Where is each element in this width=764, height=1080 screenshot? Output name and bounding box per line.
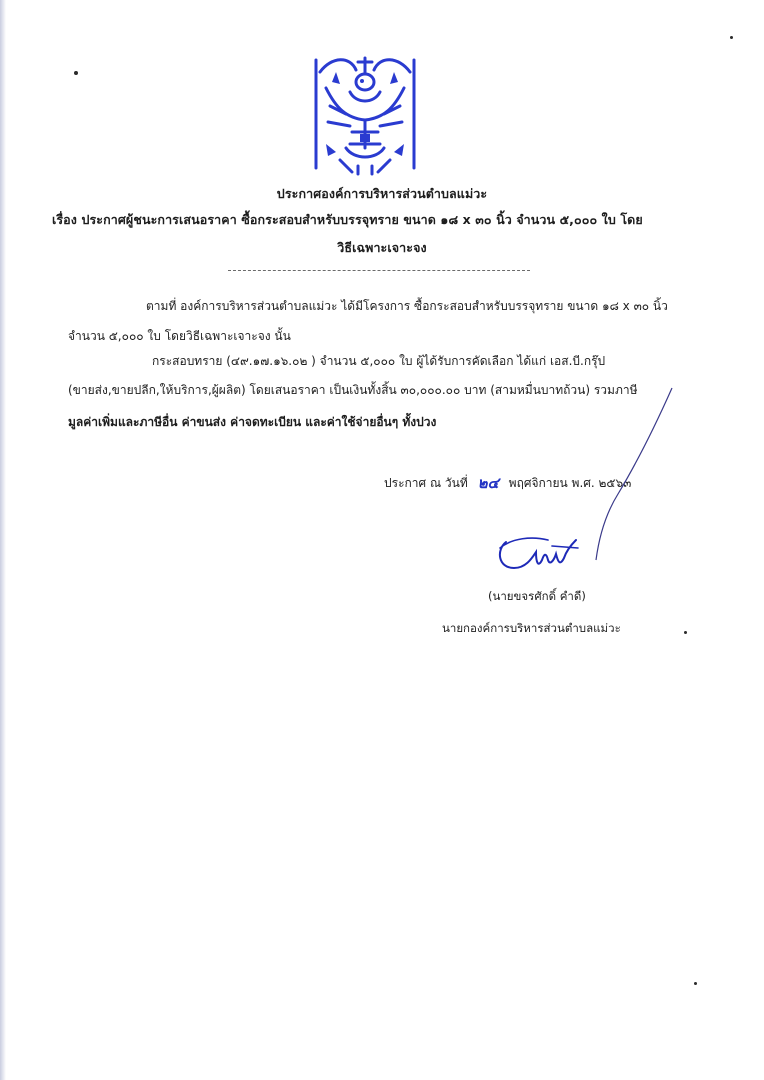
scan-speck [684,631,687,634]
scan-speck [730,36,733,39]
date-suffix: พฤศจิกายน พ.ศ. ๒๕๖๓ [508,476,632,490]
subject-line-2: วิธีเฉพาะเจาะจง [337,240,427,255]
date-prefix: ประกาศ ณ วันที่ [384,476,468,490]
document-header: ประกาศองค์การบริหารส่วนตำบลแม่วะ [276,186,488,201]
paragraph-2-line-1: กระสอบทราย (๔๙.๑๗.๑๖.๐๒ ) จำนวน ๕,๐๐๐ ใบ ผู้ได้รับการคัดเลือก ได้แก่ เอส.บี.กรุ๊ป [152,354,606,368]
paragraph-1-line-1: ตามที่ องค์การบริหารส่วนตำบลแม่วะ ได้มีโครงการ ซื้อกระสอบสำหรับบรรจุทราย ขนาด ๑๘ x ๓๐ นิ้ว [146,299,668,313]
scan-speck [694,982,697,985]
signer-position: นายกองค์การบริหารส่วนตำบลแม่วะ [442,621,621,635]
scan-edge-shadow [0,0,6,1080]
signer-name: (นายขจรศักดิ์ คำดี) [488,589,586,603]
handwritten-signature-icon [492,528,592,584]
paragraph-2-line-2: (ขายส่ง,ขายปลีก,ให้บริการ,ผู้ผลิต) โดยเสนอราคา เป็นเงินทั้งสิ้น ๓๐,๐๐๐.๐๐ บาท (สามหมื่นบาทถ้วน) รวมภาษี [68,383,638,397]
paragraph-1-line-2: จำนวน ๕,๐๐๐ ใบ โดยวิธีเฉพาะเจาะจง นั้น [68,329,291,343]
subject-line-1: เรื่อง ประกาศผู้ชนะการเสนอราคา ซื้อกระสอบสำหรับบรรจุทราย ขนาด ๑๘ x ๓๐ นิ้ว จำนวน ๕,๐๐๐ ใบ โดย [52,212,643,227]
paragraph-2-line-3: มูลค่าเพิ่มและภาษีอื่น ค่าขนส่ง ค่าจดทะเบียน และค่าใช้จ่ายอื่นๆ ทั้งปวง [68,415,437,429]
scan-speck [74,71,78,75]
garuda-emblem-icon [306,48,424,178]
date-day-handwritten: ๒๔ [477,474,499,492]
separator-line [228,270,530,271]
